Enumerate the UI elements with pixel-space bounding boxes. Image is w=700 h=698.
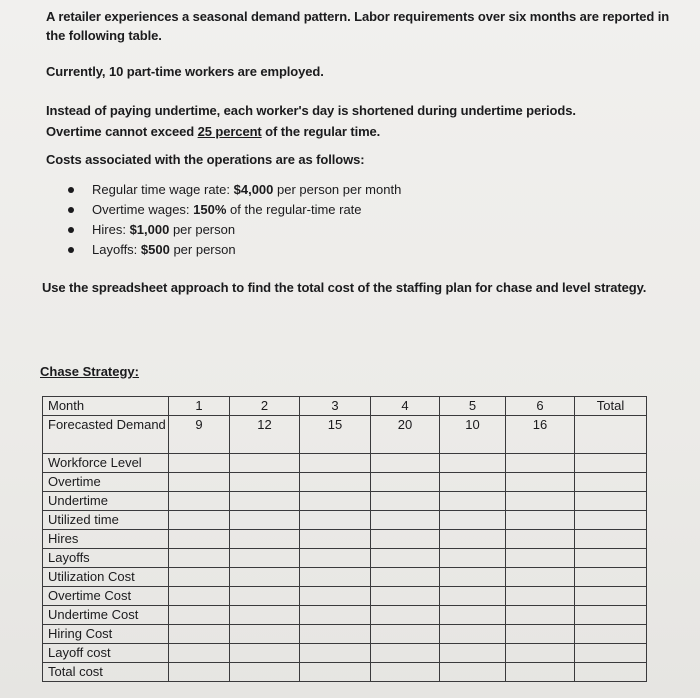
calc-row bbox=[43, 606, 647, 625]
row-label-cell: Layoff cost bbox=[43, 644, 169, 663]
empty-entry-cell[interactable] bbox=[230, 454, 300, 473]
row-label-cell: Undertime bbox=[43, 492, 169, 511]
demand-cell-2: 12 bbox=[230, 416, 300, 454]
calc-row bbox=[43, 473, 647, 492]
calc-row bbox=[43, 549, 647, 568]
undertime-policy-line: Instead of paying undertime, each worker's day is shortened during undertime periods. bbox=[46, 103, 576, 118]
cost-item-tail: per person bbox=[169, 242, 236, 257]
empty-entry-cell[interactable] bbox=[371, 625, 440, 644]
demand-row bbox=[43, 416, 647, 454]
cost-item-hires bbox=[68, 220, 401, 240]
total-header-cell: Total bbox=[575, 397, 647, 416]
chase-strategy-caption: Chase Strategy: bbox=[40, 364, 139, 379]
empty-entry-cell[interactable] bbox=[575, 625, 647, 644]
row-label-cell: Hiring Cost bbox=[43, 625, 169, 644]
empty-entry-cell[interactable] bbox=[230, 530, 300, 549]
current-workers-line bbox=[46, 64, 324, 79]
empty-entry-cell[interactable] bbox=[169, 663, 230, 682]
cost-item-label: Overtime wages: bbox=[92, 202, 194, 217]
empty-entry-cell[interactable] bbox=[440, 473, 506, 492]
instruction-line: Use the spreadsheet approach to find the total cost of the staffing plan for chase and level strategy. bbox=[42, 280, 647, 295]
empty-entry-cell[interactable] bbox=[440, 625, 506, 644]
empty-entry-cell[interactable] bbox=[169, 606, 230, 625]
empty-entry-cell[interactable] bbox=[169, 473, 230, 492]
calc-row bbox=[43, 663, 647, 682]
overtime-limit-prefix: Overtime cannot exceed bbox=[46, 124, 198, 139]
empty-entry-cell[interactable] bbox=[575, 454, 647, 473]
empty-entry-cell[interactable] bbox=[230, 606, 300, 625]
empty-entry-cell[interactable] bbox=[440, 492, 506, 511]
empty-entry-cell[interactable] bbox=[169, 454, 230, 473]
empty-entry-cell[interactable] bbox=[230, 568, 300, 587]
calc-row bbox=[43, 568, 647, 587]
empty-entry-cell[interactable] bbox=[371, 587, 440, 606]
cost-item-value: $500 bbox=[140, 242, 170, 257]
calc-row bbox=[43, 625, 647, 644]
empty-entry-cell[interactable] bbox=[506, 511, 575, 530]
empty-entry-cell[interactable] bbox=[440, 587, 506, 606]
empty-entry-cell[interactable] bbox=[506, 568, 575, 587]
empty-entry-cell[interactable] bbox=[575, 492, 647, 511]
empty-entry-cell[interactable] bbox=[440, 530, 506, 549]
empty-entry-cell[interactable] bbox=[230, 625, 300, 644]
empty-entry-cell[interactable] bbox=[371, 511, 440, 530]
empty-entry-cell[interactable] bbox=[506, 663, 575, 682]
costs-intro-line: Costs associated with the operations are as follows: bbox=[46, 152, 365, 167]
calc-row bbox=[43, 644, 647, 663]
demand-total-cell[interactable] bbox=[575, 416, 647, 454]
demand-cell-5: 10 bbox=[440, 416, 506, 454]
row-label-cell: Overtime bbox=[43, 473, 169, 492]
cost-item-layoffs bbox=[68, 240, 401, 260]
demand-cell-4: 20 bbox=[371, 416, 440, 454]
month-cell-3: 3 bbox=[300, 397, 371, 416]
empty-entry-cell[interactable] bbox=[300, 511, 371, 530]
empty-entry-cell[interactable] bbox=[575, 530, 647, 549]
row-label-cell: Workforce Level bbox=[43, 454, 169, 473]
cost-item-tail: per person per month bbox=[273, 182, 402, 197]
empty-entry-cell[interactable] bbox=[440, 549, 506, 568]
empty-entry-cell[interactable] bbox=[169, 530, 230, 549]
empty-entry-cell[interactable] bbox=[300, 492, 371, 511]
empty-entry-cell[interactable] bbox=[230, 511, 300, 530]
empty-entry-cell[interactable] bbox=[575, 644, 647, 663]
cost-item-overtime-wage bbox=[68, 200, 401, 220]
cost-item-tail: per person bbox=[169, 222, 236, 237]
empty-entry-cell[interactable] bbox=[300, 587, 371, 606]
row-label-cell: Total cost bbox=[43, 663, 169, 682]
calc-row bbox=[43, 454, 647, 473]
empty-entry-cell[interactable] bbox=[575, 511, 647, 530]
empty-entry-cell[interactable] bbox=[575, 549, 647, 568]
month-cell-2: 2 bbox=[230, 397, 300, 416]
demand-cell-1: 9 bbox=[169, 416, 230, 454]
empty-entry-cell[interactable] bbox=[371, 549, 440, 568]
row-label-cell: Utilization Cost bbox=[43, 568, 169, 587]
empty-entry-cell[interactable] bbox=[300, 530, 371, 549]
empty-entry-cell[interactable] bbox=[440, 568, 506, 587]
empty-entry-cell[interactable] bbox=[230, 492, 300, 511]
empty-entry-cell[interactable] bbox=[230, 549, 300, 568]
empty-entry-cell[interactable] bbox=[371, 606, 440, 625]
month-cell-4: 4 bbox=[371, 397, 440, 416]
cost-item-value: 150% bbox=[193, 202, 227, 217]
cost-item-tail: of the regular-time rate bbox=[226, 202, 362, 217]
empty-entry-cell[interactable] bbox=[300, 473, 371, 492]
empty-entry-cell[interactable] bbox=[575, 568, 647, 587]
empty-entry-cell[interactable] bbox=[371, 644, 440, 663]
row-label-cell: Utilized time bbox=[43, 511, 169, 530]
empty-entry-cell[interactable] bbox=[371, 568, 440, 587]
overtime-limit-percent: 25 percent bbox=[197, 124, 262, 139]
empty-entry-cell[interactable] bbox=[300, 606, 371, 625]
empty-entry-cell[interactable] bbox=[575, 587, 647, 606]
empty-entry-cell[interactable] bbox=[575, 473, 647, 492]
current-workers-count: 10 bbox=[108, 64, 124, 79]
calc-row bbox=[43, 492, 647, 511]
cost-item-label: Layoffs: bbox=[92, 242, 141, 257]
empty-entry-cell[interactable] bbox=[506, 606, 575, 625]
row-label-cell: Undertime Cost bbox=[43, 606, 169, 625]
empty-entry-cell[interactable] bbox=[169, 587, 230, 606]
empty-entry-cell[interactable] bbox=[440, 663, 506, 682]
demand-label-cell: Forecasted Demand bbox=[43, 416, 169, 454]
empty-entry-cell[interactable] bbox=[169, 568, 230, 587]
demand-cell-6: 16 bbox=[506, 416, 575, 454]
row-label-cell: Hires bbox=[43, 530, 169, 549]
bullet-dot bbox=[68, 227, 74, 233]
empty-entry-cell[interactable] bbox=[506, 587, 575, 606]
cost-item-value: $1,000 bbox=[129, 222, 170, 237]
empty-entry-cell[interactable] bbox=[506, 644, 575, 663]
row-label-cell: Overtime Cost bbox=[43, 587, 169, 606]
empty-entry-cell[interactable] bbox=[300, 549, 371, 568]
empty-entry-cell[interactable] bbox=[506, 473, 575, 492]
empty-entry-cell[interactable] bbox=[440, 644, 506, 663]
empty-entry-cell[interactable] bbox=[575, 663, 647, 682]
month-row bbox=[43, 397, 647, 416]
empty-entry-cell[interactable] bbox=[506, 454, 575, 473]
bullet-dot bbox=[68, 207, 74, 213]
cost-item-regular-wage bbox=[68, 180, 401, 200]
empty-entry-cell[interactable] bbox=[300, 663, 371, 682]
current-workers-prefix: Currently, bbox=[46, 64, 109, 79]
chase-strategy-table bbox=[42, 396, 647, 682]
empty-entry-cell[interactable] bbox=[371, 663, 440, 682]
empty-entry-cell[interactable] bbox=[371, 473, 440, 492]
empty-entry-cell[interactable] bbox=[506, 530, 575, 549]
calc-row bbox=[43, 530, 647, 549]
calc-row bbox=[43, 511, 647, 530]
cost-item-value: $4,000 bbox=[233, 182, 274, 197]
empty-entry-cell[interactable] bbox=[371, 454, 440, 473]
calc-row bbox=[43, 587, 647, 606]
month-label-cell: Month bbox=[43, 397, 169, 416]
empty-entry-cell[interactable] bbox=[169, 644, 230, 663]
empty-entry-cell[interactable] bbox=[230, 644, 300, 663]
empty-entry-cell[interactable] bbox=[506, 625, 575, 644]
empty-entry-cell[interactable] bbox=[169, 549, 230, 568]
row-label-cell: Layoffs bbox=[43, 549, 169, 568]
cost-item-label: Regular time wage rate: bbox=[92, 182, 234, 197]
empty-entry-cell[interactable] bbox=[575, 606, 647, 625]
empty-entry-cell[interactable] bbox=[371, 530, 440, 549]
empty-entry-cell[interactable] bbox=[169, 625, 230, 644]
empty-entry-cell[interactable] bbox=[506, 492, 575, 511]
empty-entry-cell[interactable] bbox=[300, 454, 371, 473]
empty-entry-cell[interactable] bbox=[169, 492, 230, 511]
empty-entry-cell[interactable] bbox=[300, 625, 371, 644]
bullet-dot bbox=[68, 247, 74, 253]
overtime-limit-suffix: of the regular time. bbox=[261, 124, 381, 139]
empty-entry-cell[interactable] bbox=[506, 549, 575, 568]
empty-entry-cell[interactable] bbox=[300, 644, 371, 663]
cost-item-label: Hires: bbox=[92, 222, 130, 237]
current-workers-suffix: part-time workers are employed. bbox=[123, 64, 324, 79]
cost-list bbox=[68, 180, 401, 260]
intro-paragraph: A retailer experiences a seasonal demand pattern. Labor requirements over six months are reported in the following table. bbox=[46, 9, 670, 43]
empty-entry-cell[interactable] bbox=[230, 473, 300, 492]
empty-entry-cell[interactable] bbox=[440, 454, 506, 473]
empty-entry-cell[interactable] bbox=[371, 492, 440, 511]
empty-entry-cell[interactable] bbox=[169, 511, 230, 530]
demand-cell-3: 15 bbox=[300, 416, 371, 454]
empty-entry-cell[interactable] bbox=[230, 587, 300, 606]
empty-entry-cell[interactable] bbox=[300, 568, 371, 587]
month-cell-6: 6 bbox=[506, 397, 575, 416]
month-cell-5: 5 bbox=[440, 397, 506, 416]
empty-entry-cell[interactable] bbox=[230, 663, 300, 682]
month-cell-1: 1 bbox=[169, 397, 230, 416]
overtime-limit-line bbox=[46, 124, 380, 139]
empty-entry-cell[interactable] bbox=[440, 606, 506, 625]
empty-entry-cell[interactable] bbox=[440, 511, 506, 530]
bullet-dot bbox=[68, 187, 74, 193]
